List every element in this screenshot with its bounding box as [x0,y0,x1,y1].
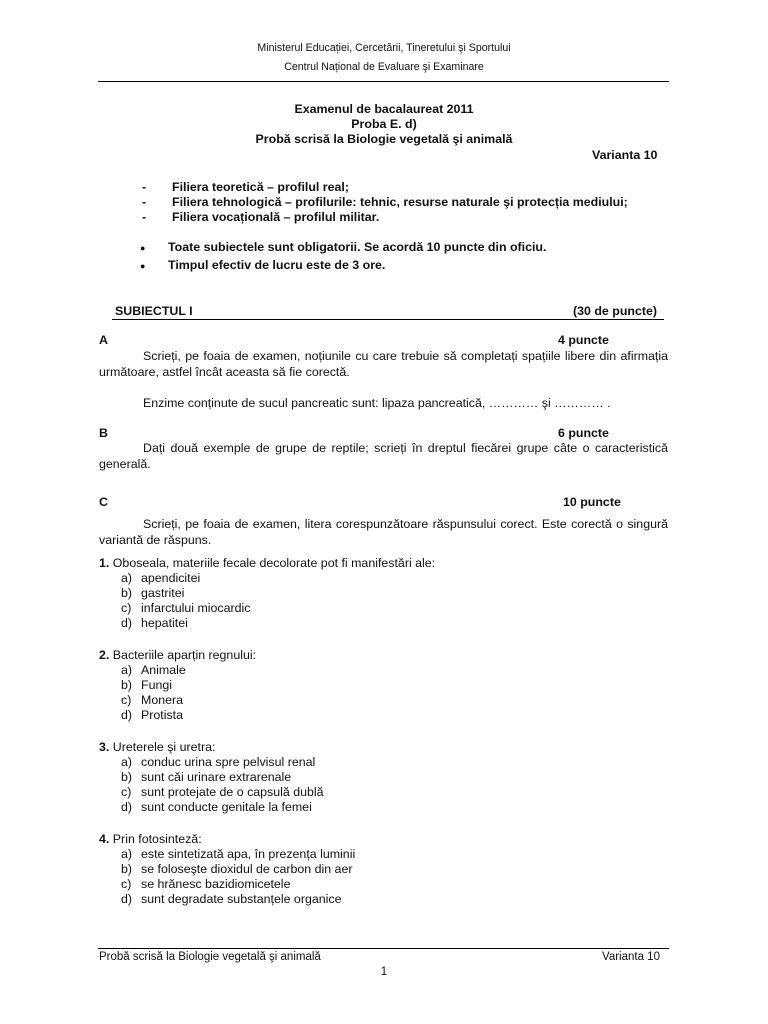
answer-option: b) se foloseşte dioxidul de carbon din aer [121,862,353,876]
subject-points: (30 de puncte) [573,304,657,318]
section-a-points: 4 puncte [558,333,609,347]
exam-discipline: Probă scrisă la Biologie vegetală şi animală [255,132,513,146]
question: 4. Prin fotosinteză: [99,832,202,846]
page-number: 1 [380,966,388,978]
section-b-instruction: Dați două exemple de grupe de reptile; scrieți în dreptul fiecărei grupe câte o caracteristică generală. [99,441,668,471]
footer-left: Probă scrisă la Biologie vegetală şi animală [99,951,321,963]
filiera-item: - Filiera vocațională – profilul militar. [142,210,380,224]
answer-option: b) sunt căi urinare extrarenale [121,770,292,784]
question: 1. Oboseala, materiile fecale decolorate pot fi manifestări ale: [99,556,436,570]
answer-option: c) se hrănesc bazidiomicetele [121,877,291,891]
answer-option: a) conduc urina spre pelvisul renal [121,755,316,769]
instruction-item: ● Timpul efectiv de lucru este de 3 ore. [140,258,386,272]
section-b-letter: B [99,426,108,440]
section-c-letter: C [99,495,108,509]
section-c-instruction: Scrieți, pe foaia de examen, litera corespunzătoare răspunsului corect. Este corectă o singură variantă de răspuns. [99,517,668,547]
section-a-letter: A [99,333,108,347]
answer-option: a) Animale [121,663,186,677]
section-a-instruction: Scrieți, pe foaia de examen, noțiunile cu care trebuie să completați spațiile libere din afirmația următoare, astfel încât aceasta să fie corectă. [99,349,668,379]
answer-option: c) sunt protejate de o capsulă dublă [121,785,324,799]
filiera-item: - Filiera teoretică – profilul real; [142,180,349,194]
answer-option: d) sunt conducte genitale la femei [121,800,312,814]
exam-title: Examenul de bacalaureat 2011 [294,102,474,116]
answer-option: c) Monera [121,693,184,707]
answer-option: b) Fungi [121,678,172,692]
subject-underline [112,319,664,320]
answer-option: a) este sintetizată apa, în prezența luminii [121,847,356,861]
footer-divider [98,948,669,949]
answer-option: d) Protista [121,708,184,722]
footer-variant: Varianta 10 [602,951,660,963]
question: 3. Ureterele şi uretra: [99,740,216,754]
question: 2. Bacteriile aparțin regnului: [99,648,257,662]
section-c-points: 10 puncte [563,495,621,509]
answer-option: b) gastritei [121,586,185,600]
exam-subtitle: Proba E. d) [351,117,417,131]
instruction-item: ● Toate subiectele sunt obligatorii. Se acordă 10 puncte din oficiu. [140,240,547,254]
header-divider [98,81,669,82]
variant-label: Varianta 10 [592,148,658,162]
answer-option: d) sunt degradate substanțele organice [121,892,342,906]
answer-option: a) apendicitei [121,571,201,585]
answer-option: c) infarctului miocardic [121,601,251,615]
section-a-statement: Enzime conținute de sucul pancreatic sunt: lipaza pancreatică, ………… şi ………… . [143,396,611,410]
subject-title: SUBIECTUL I [115,304,193,318]
answer-option: d) hepatitei [121,616,188,630]
center-header: Centrul Național de Evaluare şi Examinare [284,61,484,73]
filiera-item: - Filiera tehnologică – profilurile: tehnic, resurse naturale şi protecția mediului; [142,195,628,209]
section-b-points: 6 puncte [558,426,609,440]
ministry-header: Ministerul Educației, Cercetării, Tineretului şi Sportului [257,42,511,54]
